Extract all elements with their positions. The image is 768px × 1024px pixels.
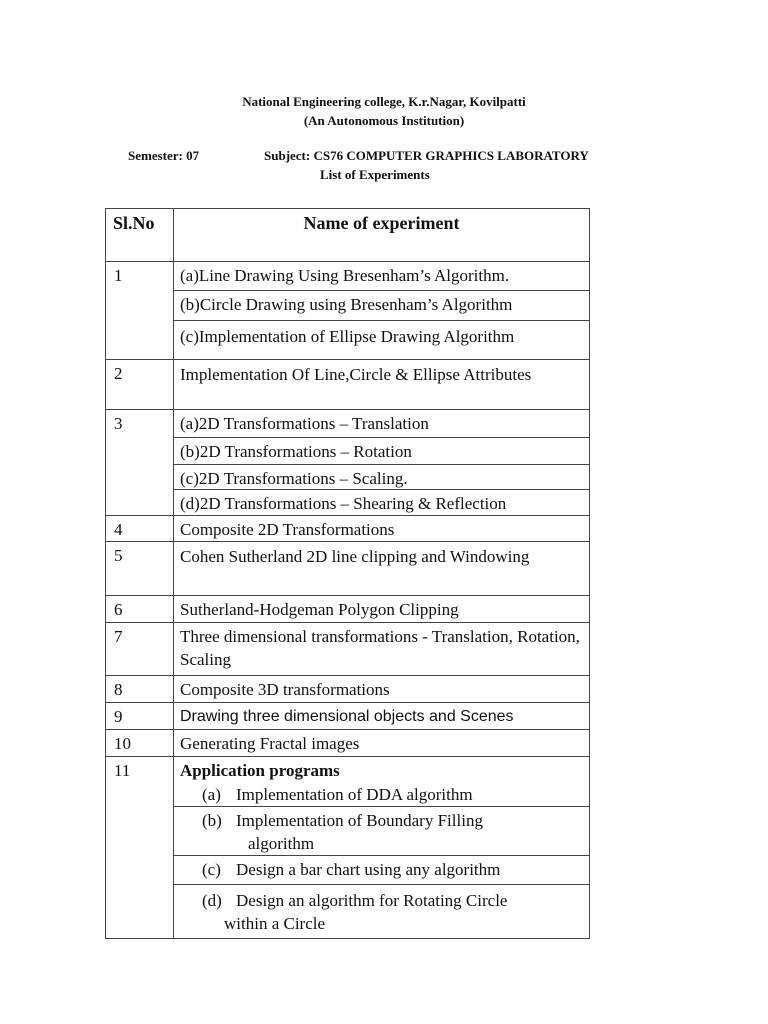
experiment-item: Three dimensional transformations - Translation, Rotation, Scaling	[180, 627, 580, 669]
experiment-item: Composite 2D Transformations	[180, 520, 395, 539]
experiment-item: (c)2D Transformations – Scaling.	[174, 464, 589, 489]
item-text: Design a bar chart using any algorithm	[236, 860, 501, 879]
experiment-item: (b)Circle Drawing using Bresenham’s Algorithm	[174, 290, 589, 320]
row-content	[174, 623, 590, 676]
row-number: 1	[106, 262, 174, 360]
column-header-name: Name of experiment	[174, 209, 590, 262]
row-content	[174, 262, 590, 360]
experiment-item	[174, 806, 589, 855]
item-label: (a)	[202, 785, 221, 804]
row-number: 7	[106, 623, 174, 676]
table-row	[106, 596, 590, 623]
table-row	[106, 410, 590, 516]
experiment-item: Sutherland-Hodgeman Polygon Clipping	[180, 600, 459, 619]
row-number: 6	[106, 596, 174, 623]
subject-label: Subject: CS76 COMPUTER GRAPHICS LABORATORY	[264, 148, 589, 163]
column-header-slno: Sl.No	[106, 209, 174, 262]
row-content	[174, 360, 590, 410]
row-content	[174, 596, 590, 623]
table-row	[106, 516, 590, 542]
experiment-item: Implementation Of Line,Circle & Ellipse Attributes	[180, 365, 532, 384]
table-row	[106, 757, 590, 939]
experiment-item: Drawing three dimensional objects and Scenes	[180, 708, 514, 725]
item-label: (b)	[202, 811, 222, 830]
row-number: 3	[106, 410, 174, 516]
list-title: List of Experiments	[320, 167, 430, 182]
row-number: 4	[106, 516, 174, 542]
experiment-item	[174, 781, 589, 806]
experiment-item: (d)2D Transformations – Shearing & Reflection	[174, 489, 589, 515]
row-content	[174, 703, 590, 730]
row-number: 10	[106, 730, 174, 757]
row-number: 8	[106, 676, 174, 703]
experiment-item	[174, 855, 589, 884]
row-number: 11	[106, 757, 174, 939]
experiment-item: Composite 3D transformations	[180, 680, 390, 699]
table-row	[106, 676, 590, 703]
row-number: 9	[106, 703, 174, 730]
item-text: Design an algorithm for Rotating Circle	[236, 891, 508, 910]
experiment-item: Cohen Sutherland 2D line clipping and Windowing	[180, 547, 530, 566]
institution-status: (An Autonomous Institution)	[303, 113, 465, 128]
item-label: (d)	[202, 891, 222, 910]
experiment-item: Generating Fractal images	[180, 734, 360, 753]
item-text: Implementation of Boundary Filling	[236, 811, 483, 830]
table-row	[106, 623, 590, 676]
experiment-item: (c)Implementation of Ellipse Drawing Algorithm	[174, 320, 589, 359]
experiments-table	[105, 208, 590, 939]
table-row	[106, 542, 590, 596]
table-row	[106, 703, 590, 730]
experiment-item: (b)2D Transformations – Rotation	[174, 437, 589, 464]
row-content	[174, 676, 590, 703]
item-text: Implementation of DDA algorithm	[236, 785, 473, 804]
row-number: 2	[106, 360, 174, 410]
table-row	[106, 360, 590, 410]
semester-label: Semester: 07	[128, 148, 200, 163]
experiment-item: (a)Line Drawing Using Bresenham’s Algorithm.	[180, 266, 510, 285]
row-content	[174, 757, 590, 939]
item-text-continued: algorithm	[248, 834, 315, 853]
row-content	[174, 730, 590, 757]
row-content	[174, 516, 590, 542]
item-text-continued: within a Circle	[224, 914, 326, 933]
institution-name: National Engineering college, K.r.Nagar, Kovilpatti	[242, 94, 526, 109]
row-content	[174, 542, 590, 596]
table-row	[106, 262, 590, 360]
row-content	[174, 410, 590, 516]
row-number: 5	[106, 542, 174, 596]
table-row	[106, 730, 590, 757]
experiment-item: (a)2D Transformations – Translation	[180, 414, 429, 433]
item-label: (c)	[202, 860, 221, 879]
section-heading: Application programs	[180, 761, 340, 780]
table-header-row	[106, 209, 590, 262]
experiment-item	[174, 884, 589, 938]
